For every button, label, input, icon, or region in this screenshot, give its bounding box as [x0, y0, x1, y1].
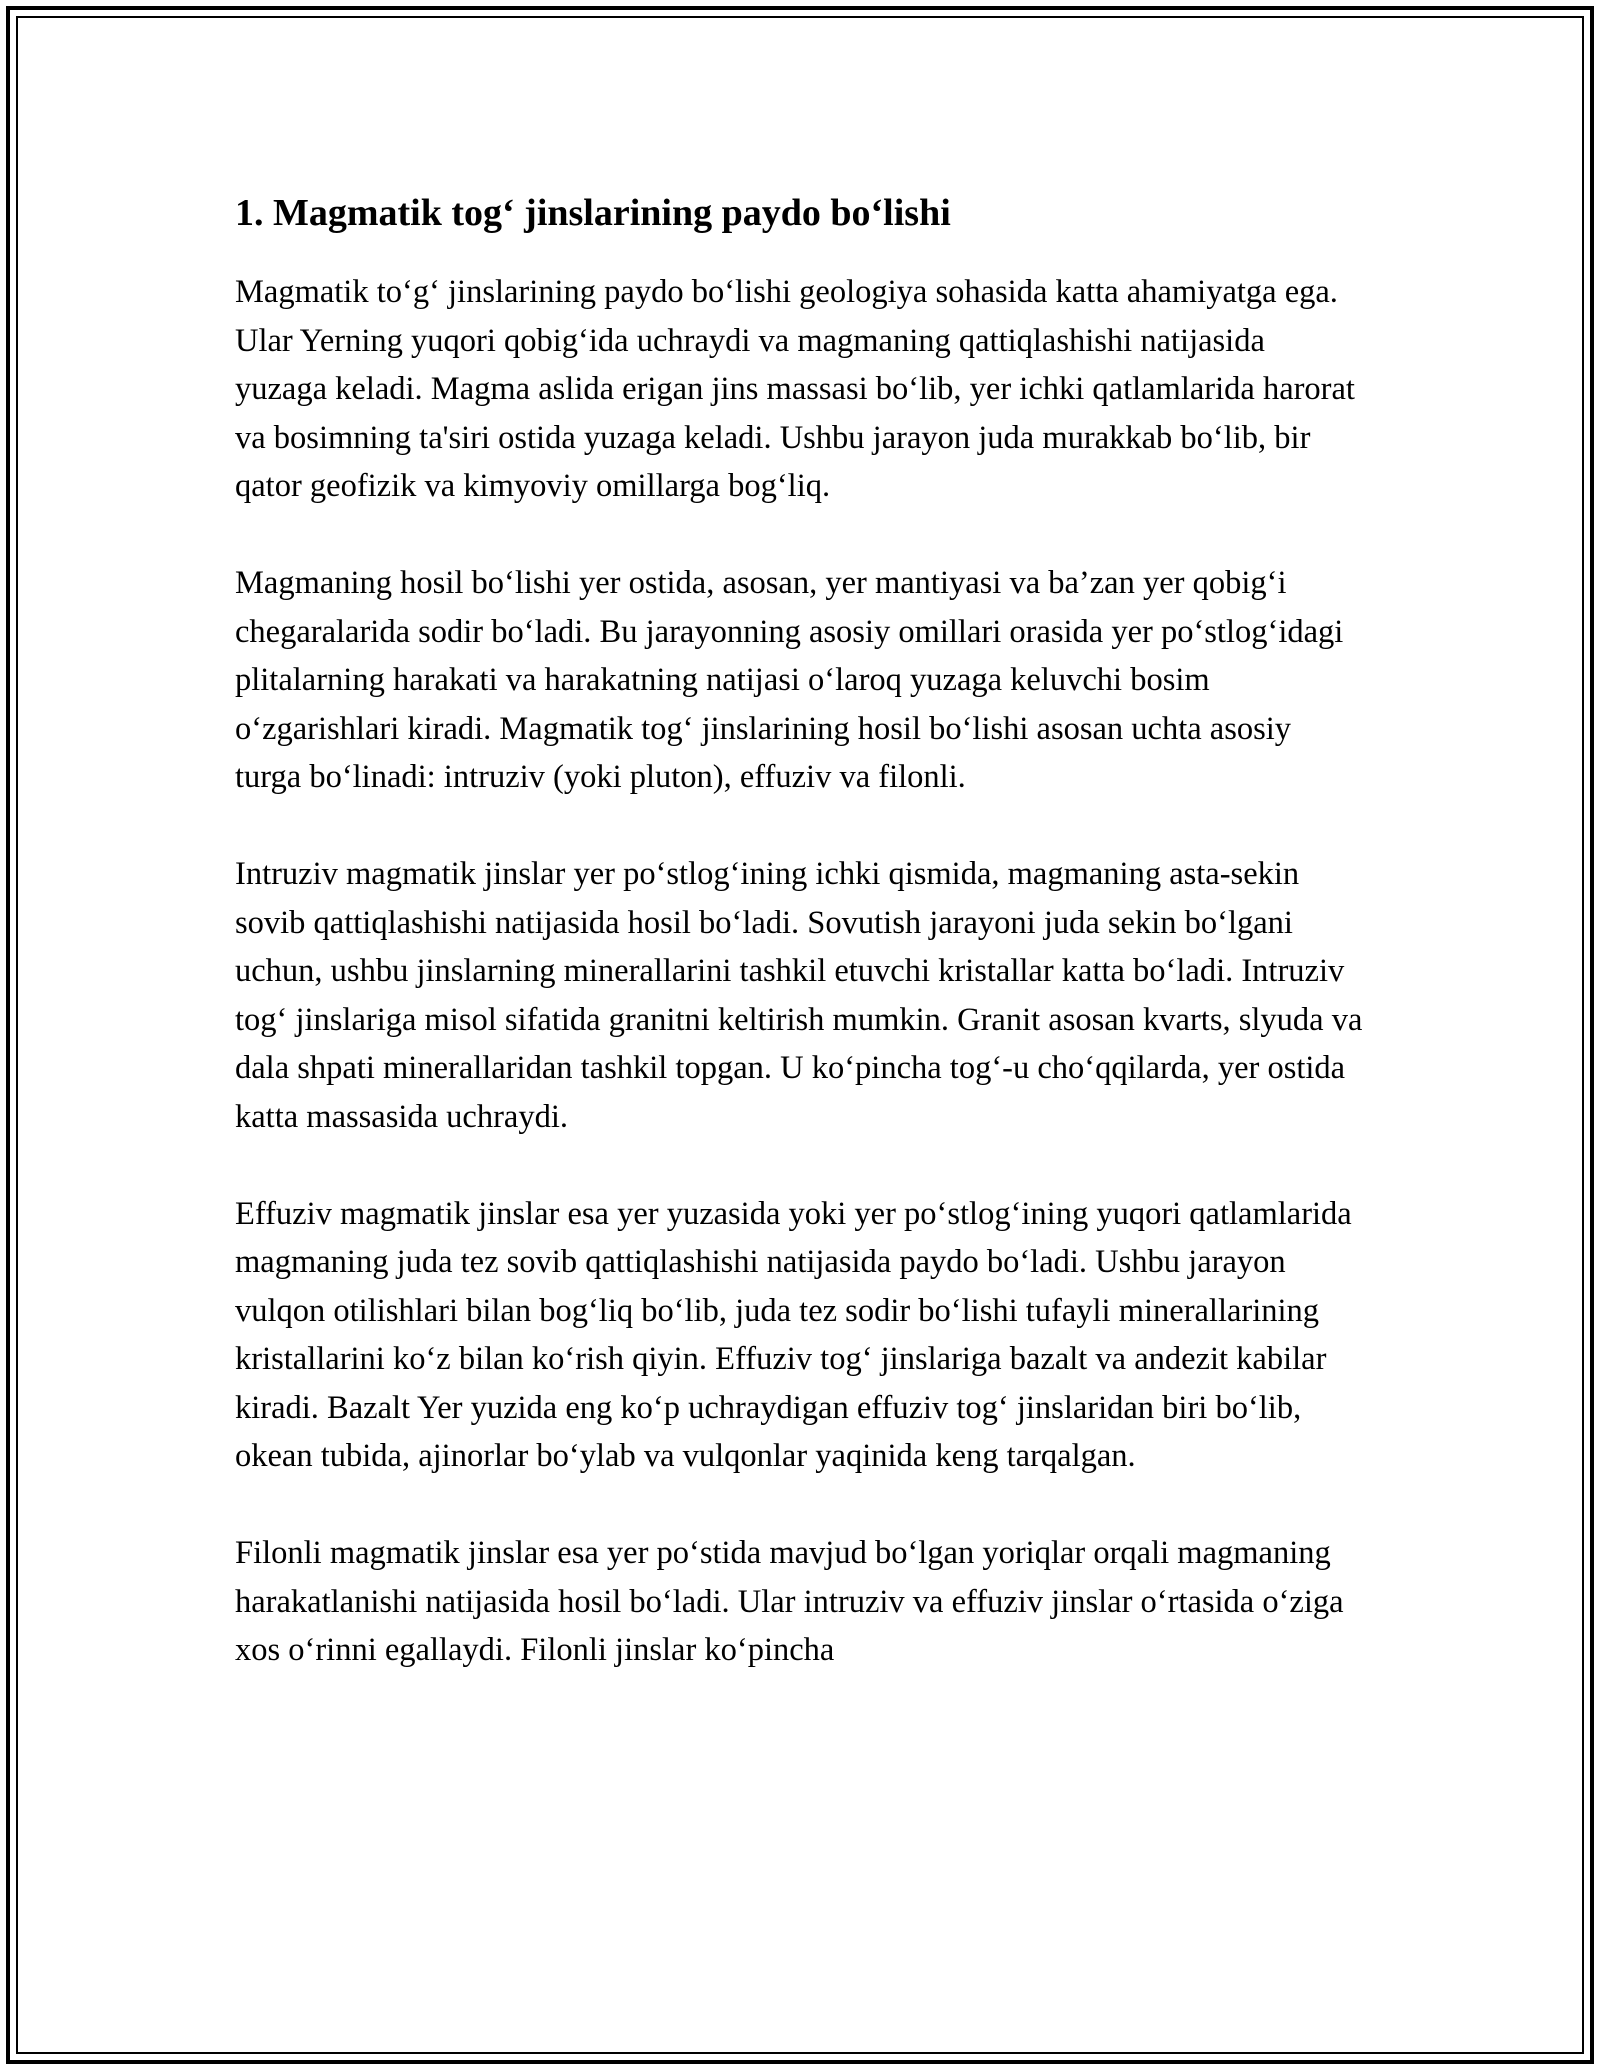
section-heading: 1. Magmatik tog‘ jinslarining paydo bo‘lishi — [235, 192, 951, 234]
paragraph-effusive: Effuziv magmatik jinslar esa yer yuzasida yoki yer po‘stlog‘ining yuqori qatlamlarida magmaning juda tez sovib qattiqlashishi natijasida paydo bo‘ladi. Ushbu jarayon vulqon otilishlari bilan bog‘liq bo‘lib, juda tez sodir bo‘lishi tufayli minerallarining kristallarini ko‘z bilan ko‘rish qiyin. Effuziv tog‘ jinslariga bazalt va andezit kabilar kiradi. Bazalt Yer yuzida eng ko‘p uchraydigan effuziv tog‘ jinslaridan biri bo‘lib, okean tubida, ajinorlar bo‘ylab va vulqonlar yaqinida keng tarqalgan. — [235, 1195, 1352, 1474]
paragraph-intrusive: Intruziv magmatik jinslar yer po‘stlog‘ining ichki qismida, magmaning asta-sekin sovib qattiqlashishi natijasida hosil bo‘ladi. Sovutish jarayoni juda sekin bo‘lgani uchun, ushbu jinslarning minerallarini tashkil etuvchi kristallar katta bo‘ladi. Intruziv tog‘ jinslariga misol sifatida granitni keltirish mumkin. Granit asosan kvarts, slyuda va dala shpati minerallaridan tashkil topgan. U ko‘pincha tog‘-u cho‘qqilarda, yer ostida katta massasida uchraydi. — [235, 856, 1363, 1135]
paragraph-intro: Magmatik to‘g‘ jinslarining paydo bo‘lishi geologiya sohasida katta ahamiyatga ega. Ular Yerning yuqori qobig‘ida uchraydi va magmaning qattiqlashishi natijasida yuzaga keladi. Magma aslida erigan jins massasi bo‘lib, yer ichki qatlamlarida harorat va bosimning ta'siri ostida yuzaga keladi. Ushbu jarayon juda murakkab bo‘lib, bir qator geofizik va kimyoviy omillarga bog‘liq. — [235, 274, 1355, 504]
paragraph-dike: Filonli magmatik jinslar esa yer po‘stida mavjud bo‘lgan yoriqlar orqali magmaning harakatlanishi natijasida hosil bo‘ladi. Ular intruziv va effuziv jinslar o‘rtasida o‘ziga xos o‘rinni egallaydi. Filonli jinslar ko‘pincha — [235, 1535, 1344, 1668]
document-body — [235, 188, 1365, 1675]
paragraph-magma-formation: Magmaning hosil bo‘lishi yer ostida, asosan, yer mantiyasi va ba’zan yer qobig‘i chegaralarida sodir bo‘ladi. Bu jarayonning asosiy omillari orasida yer po‘stlog‘idagi plitalarning harakati va harakatning natijasi o‘laroq yuzaga keluvchi bosim o‘zgarishlari kiradi. Magmatik tog‘ jinslarining hosil bo‘lishi asosan uchta asosiy turga bo‘linadi: intruziv (yoki pluton), effuziv va filonli. — [235, 565, 1344, 795]
